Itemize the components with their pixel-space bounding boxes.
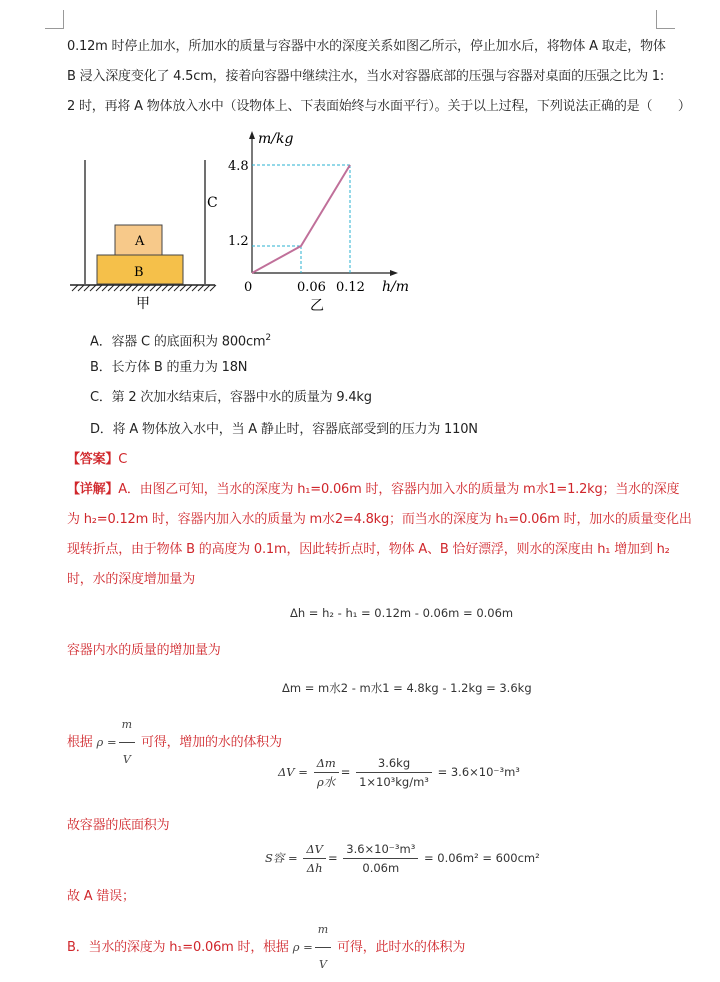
equation-delta-m: Δm = m水2 - m水1 = 4.8kg - 1.2kg = 3.6kg — [282, 681, 532, 695]
block-b-label: B — [134, 265, 144, 280]
fraction — [303, 840, 326, 877]
numerator: m — [315, 913, 331, 948]
y-tick-label: 4.8 — [228, 159, 249, 174]
denominator: Δh — [306, 861, 323, 875]
explanation-label: 【详解】 — [67, 482, 119, 497]
numerator: ΔV — [303, 840, 326, 859]
explanation-text: 可得，此时水的体积为 — [337, 940, 466, 955]
hatch-mark — [174, 285, 180, 291]
density-fraction — [315, 913, 331, 982]
explanation-text: 根据 — [67, 735, 93, 750]
y-axis-arrow-icon — [249, 131, 255, 139]
y-axis-label: m/kg — [258, 131, 294, 147]
hatch-mark — [156, 285, 162, 291]
answer-label: 【答案】 — [67, 452, 119, 467]
hatch-mark — [198, 285, 204, 291]
equation-area: S容 = $\frac{\Delta V}{\Delta h}$ = $\frac{\text{3.6×10⁻³m³}}{0.06m}$ = 0.06m² = 600cm² — [265, 842, 540, 875]
hatch-mark — [90, 285, 96, 291]
hatch-mark — [84, 285, 90, 291]
page-corner-mark-right — [656, 10, 675, 29]
answer-value: C — [118, 452, 128, 467]
numerator: Δm — [314, 754, 339, 773]
question-figure — [0, 125, 420, 315]
explanation-line: 故 A 错误； — [67, 889, 135, 904]
equation-delta-h: Δh = h₂ - h₁ = 0.12m - 0.06m = 0.06m — [290, 606, 514, 620]
hatch-mark — [186, 285, 192, 291]
answer-line — [67, 450, 127, 470]
figure-jia — [70, 160, 218, 312]
denominator: V — [318, 958, 327, 971]
hatch-mark — [192, 285, 198, 291]
explanation-text: 可得，增加的水的体积为 — [140, 735, 282, 750]
numerator: m — [119, 708, 135, 743]
explanation-line — [67, 913, 465, 982]
x-tick-label: 0.06 — [297, 280, 326, 295]
question-line: B 浸入深度变化了 4.5cm，接着向容器中继续注水，当水对容器底部的压强与容器对桌面的压强之比为 1: — [67, 69, 665, 84]
explanation-line: 容器内水的质量的增加量为 — [67, 643, 221, 658]
y-tick-label: 1.2 — [228, 234, 249, 249]
hatch-mark — [96, 285, 102, 291]
explanation-text: B．当水的深度为 h₁=0.06m 时，根据 — [67, 940, 289, 955]
explanation-line: 为 h₂=0.12m 时，容器内加入水的质量为 m水2=4.8kg；而当水的深度为 h₁=0.06m 时，加水的质量变化出 — [67, 512, 692, 527]
eq-lhs: ΔV = — [278, 765, 308, 779]
hatch-mark — [102, 285, 108, 291]
option-sup: 2 — [265, 333, 271, 343]
equation-delta-v: ΔV = $\frac{\Delta m}{\text{ρ水}}$ = $\frac{3.6kg}{\text{1×10³kg/m³}}$ = 3.6×10⁻³m³ — [278, 756, 520, 789]
denominator: 0.06m — [362, 861, 400, 875]
guide-lines — [252, 165, 350, 273]
figure-yi-caption: 乙 — [310, 298, 324, 314]
hatch-mark — [138, 285, 144, 291]
numerator: 3.6×10⁻³m³ — [343, 840, 418, 859]
hatch-mark — [144, 285, 150, 291]
eq-rhs: = 3.6×10⁻³m³ — [437, 765, 520, 779]
hatch-mark — [204, 285, 210, 291]
numerator: 3.6kg — [356, 754, 432, 773]
hatch-mark — [72, 285, 78, 291]
density-fraction — [119, 708, 135, 777]
rho-symbol: ρ = — [292, 940, 313, 954]
question-line: 2 时，再将 A 物体放入水中（设物体上、下表面始终与水面平行）。关于以上过程，下列说法正确的是（ ） — [67, 99, 691, 114]
explanation-text: A．由图乙可知，当水的深度为 h₁=0.06m 时，容器内加入水的质量为 m水1=1.2kg；当水的深度 — [118, 482, 680, 497]
explanation-line: 故容器的底面积为 — [67, 818, 170, 833]
rho-symbol: ρ = — [96, 735, 117, 749]
denominator: ρ水 — [317, 775, 336, 789]
option-c[interactable]: C．第 2 次加水结束后，容器中水的质量为 9.4kg — [90, 390, 372, 405]
fraction — [314, 754, 339, 791]
eq-lhs: S容 = — [265, 851, 298, 865]
explanation-line: 现转折点，由于物体 B 的高度为 0.1m，因此转折点时，物体 A、B 恰好漂浮，则水的深度由 h₁ 增加到 h₂ — [67, 542, 670, 557]
option-a[interactable] — [90, 328, 271, 352]
hatch-mark — [162, 285, 168, 291]
figure-yi-graph — [228, 131, 409, 314]
fraction — [343, 840, 418, 877]
figure-jia-caption: 甲 — [136, 296, 150, 312]
eq-rhs: = 0.06m² = 600cm² — [423, 851, 540, 865]
fraction — [356, 754, 432, 791]
hatch-mark — [126, 285, 132, 291]
option-b[interactable]: B．长方体 B 的重力为 18N — [90, 360, 248, 375]
x-tick-label: 0.12 — [336, 280, 365, 295]
option-text: A．容器 C 的底面积为 800cm — [90, 334, 266, 350]
hatch-mark — [180, 285, 186, 291]
page-corner-mark-left — [45, 10, 64, 29]
explanation-line — [67, 708, 282, 777]
option-d[interactable]: D．将 A 物体放入水中，当 A 静止时，容器底部受到的压力为 110N — [90, 422, 478, 437]
hatch-mark — [78, 285, 84, 291]
container-c-label: C — [207, 195, 218, 211]
denominator: V — [122, 753, 131, 766]
hatch-mark — [168, 285, 174, 291]
origin-label: 0 — [244, 280, 253, 295]
block-a-label: A — [135, 234, 145, 249]
hatch-mark — [108, 285, 114, 291]
explanation-line: 时，水的深度增加量为 — [67, 572, 196, 587]
x-axis-arrow-icon — [390, 270, 398, 276]
ground-hatching — [72, 285, 216, 291]
explanation-line — [67, 480, 679, 500]
hatch-mark — [150, 285, 156, 291]
denominator: 1×10³kg/m³ — [359, 775, 429, 789]
question-line: 0.12m 时停止加水，所加水的质量与容器中水的深度关系如图乙所示，停止加水后，将物体 A 取走，物体 — [67, 39, 666, 54]
hatch-mark — [132, 285, 138, 291]
hatch-mark — [120, 285, 126, 291]
x-axis-label: h/m — [382, 279, 410, 295]
hatch-mark — [114, 285, 120, 291]
hatch-mark — [210, 285, 216, 291]
